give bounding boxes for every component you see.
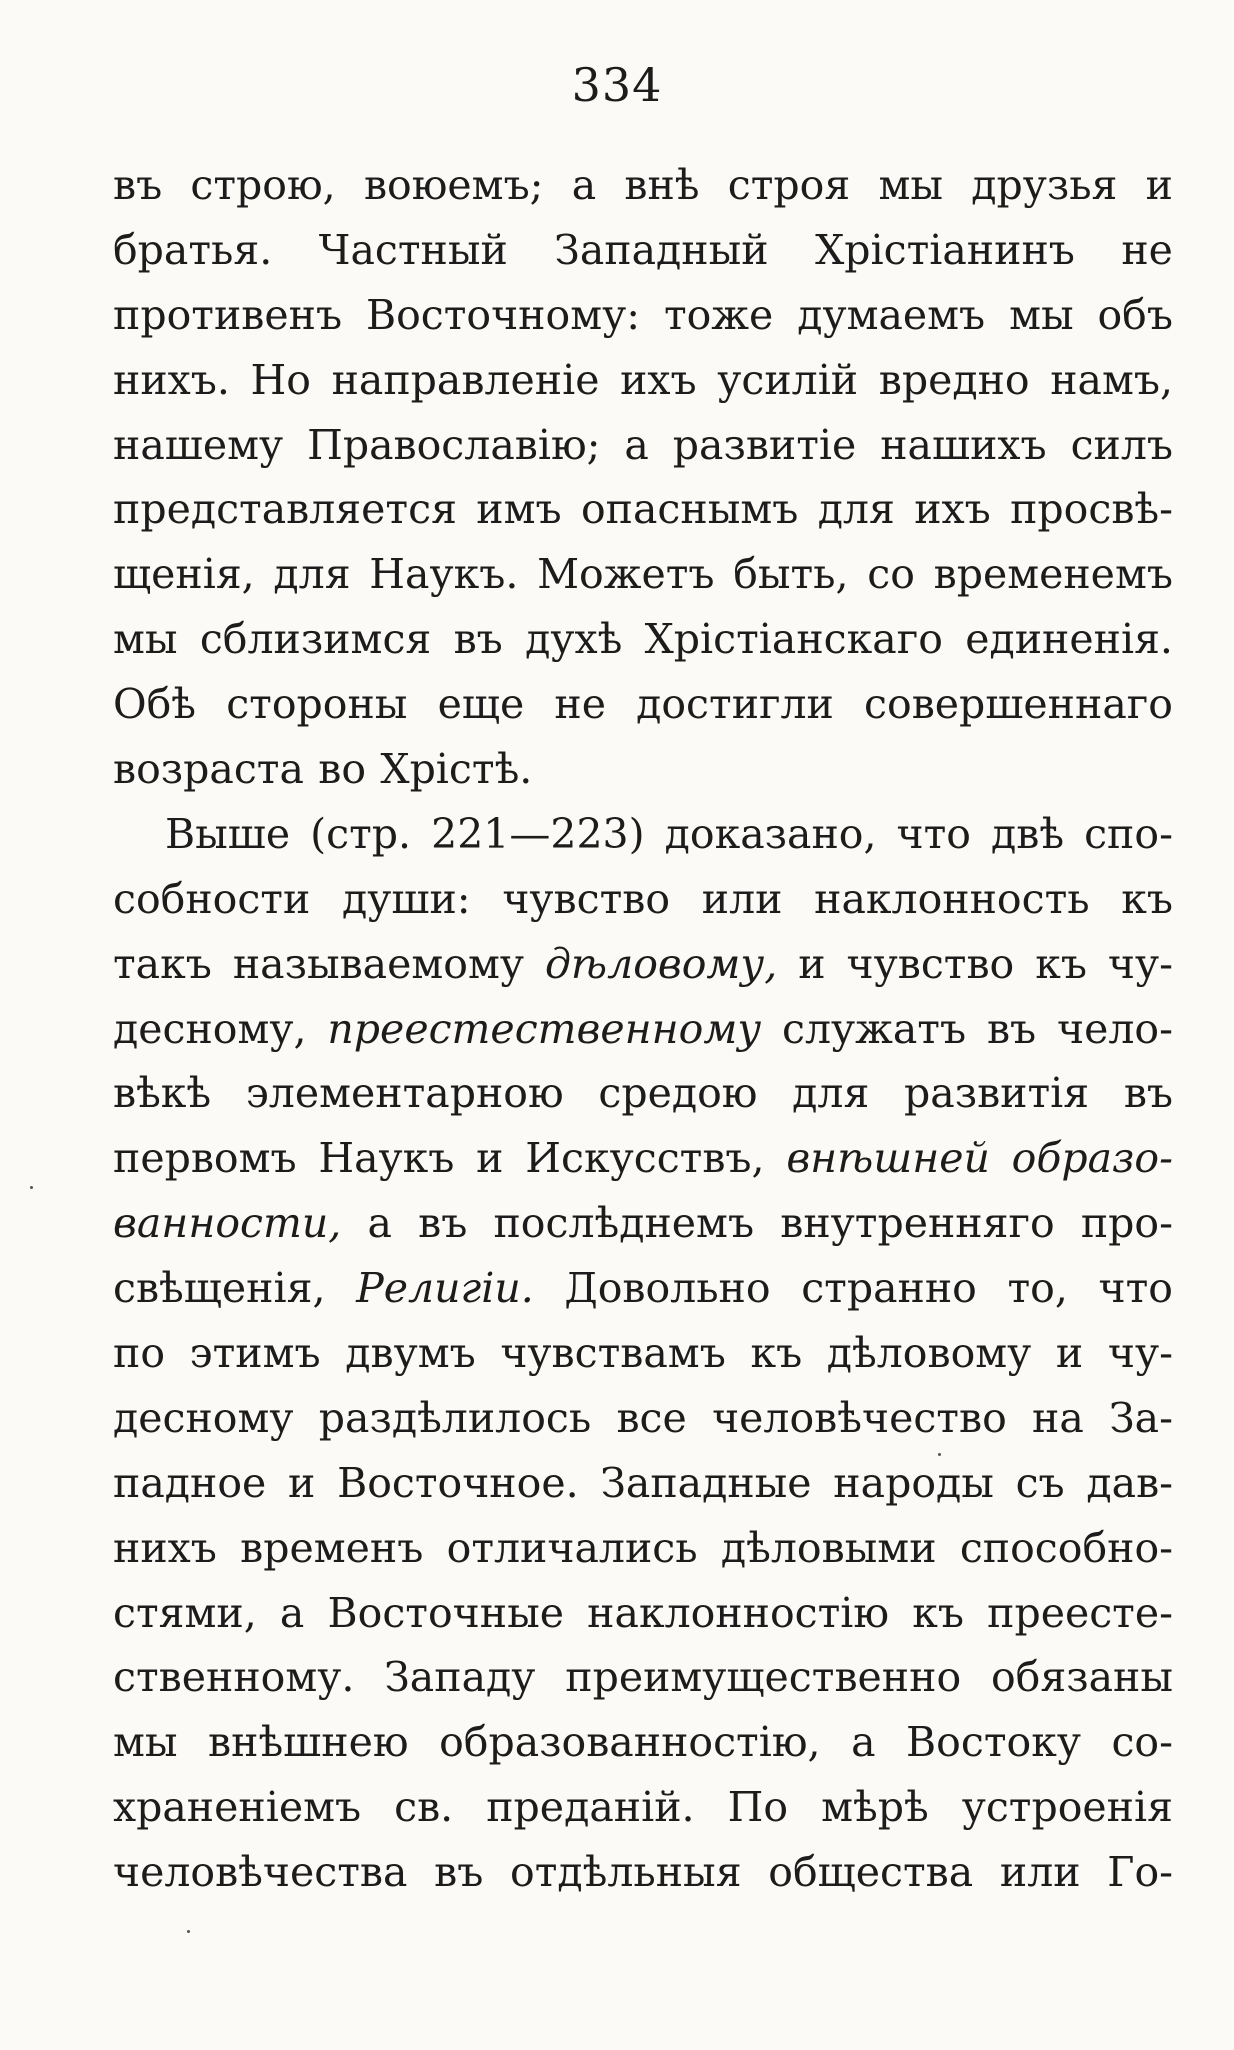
word: а	[851, 1718, 876, 1767]
body-text	[113, 153, 1173, 1905]
word: Го-	[1107, 1848, 1173, 1897]
word: еще	[437, 680, 525, 729]
text-line	[113, 542, 1173, 607]
text-line	[113, 1386, 1173, 1451]
italic-word: Религіи.	[356, 1264, 534, 1313]
word: Восточное.	[337, 1458, 579, 1507]
word: и	[476, 1134, 504, 1183]
word: называемому	[232, 939, 524, 988]
word: и	[1145, 161, 1173, 209]
word: дѣловыми	[720, 1523, 937, 1572]
word: устроенія	[961, 1783, 1173, 1832]
text-line	[113, 997, 1173, 1062]
word: Частный	[318, 225, 508, 274]
word: преимущественно	[565, 1653, 962, 1702]
word: совершеннаго	[864, 680, 1173, 729]
word: для	[817, 485, 895, 534]
word: чувство	[846, 939, 1015, 988]
word: думаемъ	[797, 290, 986, 339]
word: а	[367, 1199, 392, 1248]
italic-word: дѣловому,	[544, 939, 778, 988]
word: ихъ	[914, 485, 991, 534]
word: храненіемъ	[113, 1783, 362, 1832]
text-line	[113, 477, 1173, 542]
word: падное	[113, 1458, 267, 1507]
word: Наукъ.	[369, 550, 519, 599]
word: представляется	[113, 485, 457, 534]
word: обязаны	[991, 1653, 1173, 1702]
word: За-	[1109, 1393, 1173, 1442]
word: строю,	[190, 161, 336, 209]
word: чу-	[1107, 1329, 1173, 1378]
word: св.	[394, 1783, 454, 1832]
word: наклонность	[814, 874, 1090, 923]
word: къ	[1121, 874, 1173, 923]
italic-word: ванности,	[113, 1199, 342, 1248]
text-line	[113, 932, 1173, 997]
text-line	[113, 1516, 1173, 1581]
word: духѣ	[525, 615, 623, 664]
word: къ	[1035, 939, 1087, 988]
word: послѣднемъ	[493, 1199, 755, 1248]
word: то,	[1007, 1264, 1068, 1313]
word: Довольно	[564, 1264, 771, 1313]
word: строя	[727, 161, 851, 209]
word: чело-	[1057, 1004, 1173, 1053]
word: стями,	[113, 1588, 257, 1637]
word: для	[792, 1069, 870, 1118]
word: со-	[1111, 1718, 1173, 1767]
word: 221—223)	[431, 809, 645, 858]
text-line	[113, 802, 1173, 867]
word: быть,	[733, 550, 849, 599]
word: по	[113, 1329, 166, 1378]
word: элементарною	[245, 1069, 564, 1118]
word: сблизимся	[199, 615, 432, 664]
word: первомъ	[113, 1134, 297, 1183]
word: и	[798, 939, 826, 988]
word: къ	[750, 1329, 803, 1378]
word: служатъ	[782, 1004, 967, 1053]
word: преданій.	[486, 1783, 695, 1832]
word: дѣловому	[826, 1329, 1032, 1378]
word: а	[279, 1588, 305, 1637]
word: все	[616, 1393, 687, 1442]
word: Можетъ	[537, 550, 715, 599]
word: доказано,	[664, 809, 877, 858]
word: или	[999, 1848, 1081, 1897]
word: что	[896, 809, 971, 858]
word: со	[867, 550, 915, 599]
word: и	[1055, 1329, 1084, 1378]
word: Западные	[600, 1458, 812, 1507]
text-line	[113, 1710, 1173, 1775]
word: противенъ	[113, 290, 343, 339]
word: общества	[768, 1848, 974, 1897]
text-line	[113, 1840, 1173, 1905]
word: внѣ	[624, 161, 700, 209]
word: друзья	[971, 161, 1118, 209]
word: что	[1098, 1264, 1173, 1313]
word: Западу	[384, 1653, 536, 1702]
word: намъ,	[1050, 355, 1173, 404]
text-line	[113, 218, 1173, 283]
word: въ	[434, 1848, 484, 1897]
word: въ	[1123, 1069, 1173, 1118]
word: въ	[986, 1004, 1037, 1053]
word: отличались	[446, 1523, 698, 1572]
text-line	[113, 153, 1173, 218]
word: воюемъ;	[363, 161, 544, 209]
word: этимъ	[189, 1329, 321, 1378]
word: стороны	[226, 680, 408, 729]
italic-word: внѣшней	[786, 1134, 990, 1183]
word: странно	[801, 1264, 977, 1313]
word: тоже	[663, 290, 774, 339]
word: развитіе	[672, 420, 857, 469]
text-line	[113, 283, 1173, 348]
text-line	[113, 1321, 1173, 1386]
word: внѣшнею	[208, 1718, 409, 1767]
word: къ	[912, 1588, 964, 1637]
word: нихъ	[113, 1523, 217, 1572]
italic-word: преестественному	[327, 1004, 762, 1053]
word: нихъ.	[113, 355, 230, 404]
word: во	[318, 745, 367, 794]
word: вѣкѣ	[113, 1069, 212, 1118]
word: человѣчество	[712, 1393, 1007, 1442]
word: Востоку	[906, 1718, 1081, 1767]
word: Восточные	[327, 1588, 565, 1637]
word: свѣщенія,	[113, 1264, 326, 1313]
word: единенія.	[965, 615, 1173, 664]
word: развитія	[904, 1069, 1090, 1118]
word: двѣ	[991, 809, 1065, 858]
word: человѣчества	[113, 1848, 408, 1897]
word: спо-	[1084, 809, 1173, 858]
italic-word: образо-	[1011, 1134, 1173, 1183]
word: Хрістіанинъ	[815, 225, 1075, 274]
word: собности	[113, 874, 311, 923]
word: временемъ	[933, 550, 1173, 599]
word: способно-	[959, 1523, 1173, 1572]
text-line	[113, 1256, 1173, 1321]
word: не	[1121, 225, 1173, 274]
word: мы	[113, 615, 178, 664]
word: усилій	[717, 355, 859, 404]
text-line	[113, 1581, 1173, 1646]
word: достигли	[636, 680, 834, 729]
word: Искусствъ,	[525, 1134, 765, 1183]
word: а	[571, 161, 597, 209]
text-line	[113, 672, 1173, 737]
word: двумъ	[345, 1329, 476, 1378]
word: Выше	[165, 809, 291, 858]
text-line	[113, 1775, 1173, 1840]
word: такъ	[113, 939, 212, 988]
word: въ	[113, 161, 163, 209]
print-speck	[187, 1930, 190, 1933]
word: чу-	[1107, 939, 1173, 988]
text-line	[113, 867, 1173, 932]
word: преесте-	[987, 1588, 1173, 1637]
word: временъ	[240, 1523, 424, 1572]
word: средою	[598, 1069, 758, 1118]
word: Хрістіанскаго	[644, 615, 943, 664]
word: просвѣ-	[1010, 485, 1173, 534]
word: образованностію,	[439, 1718, 821, 1767]
word: братья.	[113, 225, 273, 274]
word: мы	[1009, 290, 1074, 339]
word: отдѣльныя	[510, 1848, 742, 1897]
print-speck	[30, 1186, 33, 1189]
word: въ	[418, 1199, 468, 1248]
word: Но	[250, 355, 311, 404]
word: и	[288, 1458, 316, 1507]
word: дав-	[1086, 1458, 1173, 1507]
word: въ	[453, 615, 503, 664]
word: про-	[1080, 1199, 1173, 1248]
word: вредно	[878, 355, 1030, 404]
word: Православію;	[307, 420, 601, 469]
word: съ	[1015, 1458, 1065, 1507]
text-line	[113, 1191, 1173, 1256]
word: По	[727, 1783, 789, 1832]
word: силъ	[1070, 420, 1173, 469]
word: раздѣлилось	[318, 1393, 592, 1442]
word: объ	[1097, 290, 1173, 339]
text-line	[113, 1451, 1173, 1516]
word: мѣрѣ	[821, 1783, 929, 1832]
text-line	[113, 737, 1173, 802]
word: Восточному:	[365, 290, 641, 339]
word: народы	[833, 1458, 994, 1507]
word: возраста	[113, 745, 304, 794]
word: Хрістѣ.	[380, 745, 533, 794]
text-line	[113, 607, 1173, 672]
word: мы	[113, 1718, 178, 1767]
text-line	[113, 1061, 1173, 1126]
word: души:	[342, 874, 471, 923]
word: Обѣ	[113, 680, 197, 729]
word: а	[624, 420, 649, 469]
word: Наукъ	[318, 1134, 455, 1183]
page-number: 334	[571, 58, 663, 112]
word: чувствамъ	[500, 1329, 726, 1378]
word: наклонностію	[587, 1588, 890, 1637]
word: Западный	[554, 225, 769, 274]
word: или	[701, 874, 783, 923]
word: мы	[878, 161, 943, 209]
word: направленіе	[331, 355, 600, 404]
word: не	[554, 680, 606, 729]
word: опаснымъ	[580, 485, 799, 534]
word: нашихъ	[880, 420, 1047, 469]
word: нашему	[113, 420, 284, 469]
word: на	[1032, 1393, 1084, 1442]
word: десному,	[113, 1004, 307, 1053]
text-line	[113, 1126, 1173, 1191]
word: для	[273, 550, 351, 599]
word: десному	[113, 1393, 294, 1442]
word: (стр.	[310, 809, 412, 858]
word: чувство	[502, 874, 671, 923]
word: внутренняго	[780, 1199, 1055, 1248]
text-line	[113, 413, 1173, 478]
text-line	[113, 348, 1173, 413]
print-speck	[938, 1453, 941, 1456]
word: ственному.	[113, 1653, 355, 1702]
word: ихъ	[620, 355, 697, 404]
word: щенія,	[113, 550, 255, 599]
text-line	[113, 1645, 1173, 1710]
word: имъ	[476, 485, 562, 534]
